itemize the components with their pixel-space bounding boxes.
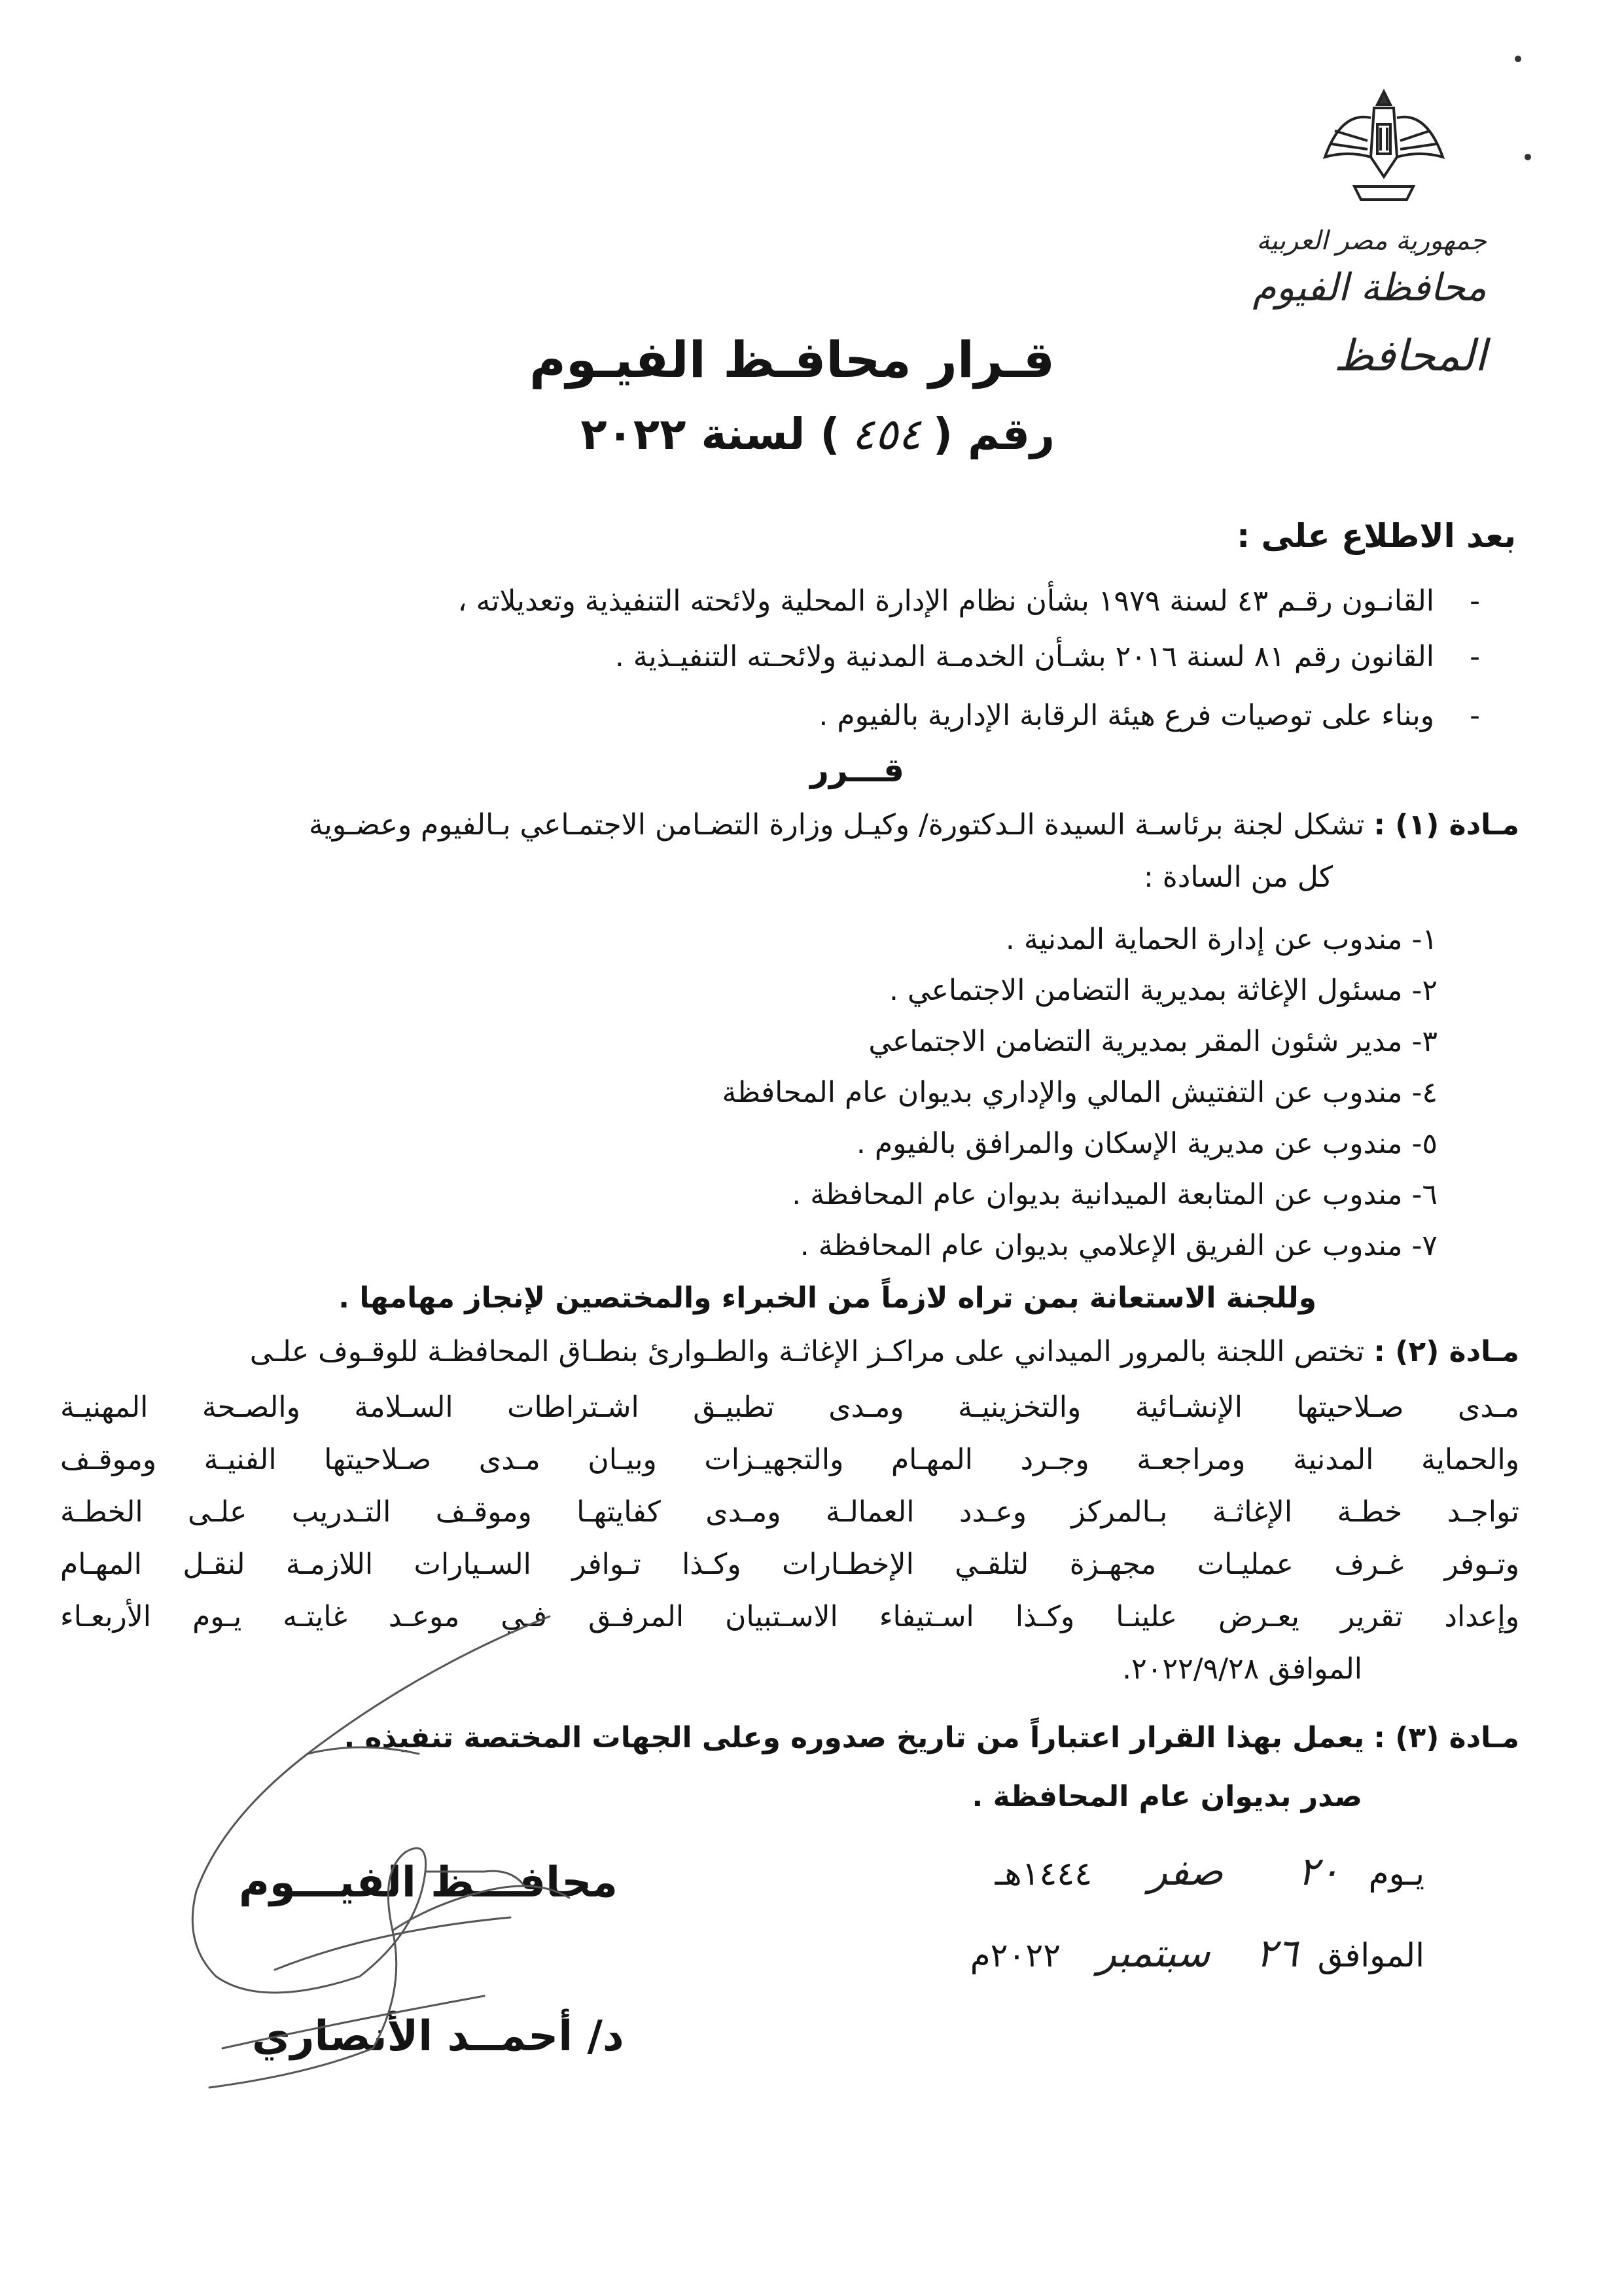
issued-statement: صدر بديوان عام المحافظة . xyxy=(972,1780,1362,1813)
article1-line2: كل من السادة : xyxy=(1143,861,1333,894)
signature-icon xyxy=(144,1590,733,2114)
date-hijri-day: ٢٠ xyxy=(1297,1849,1340,1895)
article2-text: تختص اللجنة بالمرور الميداني على مراكـز الإغاثـة والطـوارئ بنطـاق المحافظـة للوقـوف علـى xyxy=(249,1335,1365,1368)
decree-number xyxy=(580,409,1055,459)
eagle-emblem-icon xyxy=(1315,79,1453,209)
member-item: ٤- مندوب عن التفتيش المالي والإداري بديوان عام المحافظة xyxy=(722,1076,1438,1109)
article2-line: مـدى صـلاحيتها الإنشـائية والتخزينيـة ومـدى تطبيـق اشـتراطات السـلامة والصـحة المهنيـة xyxy=(60,1391,1519,1424)
letterhead-governor: المحافظ xyxy=(1333,330,1487,381)
article2-label: مـادة (٢) : xyxy=(1373,1335,1519,1368)
date-gregorian-year: ٢٠٢٢م xyxy=(970,1936,1061,1974)
date-gregorian-day: ٢٦ xyxy=(1256,1930,1298,1976)
article3-text: يعمل بهذا القرار اعتباراً من تاريخ صدوره وعلى الجهات المختصة تنفيذه . xyxy=(344,1721,1365,1754)
decision-heading: قـــرر xyxy=(810,751,904,789)
date-gregorian-month: سبتمبر xyxy=(1097,1930,1210,1976)
signatory-name: د/ أحمــد الأنصاري xyxy=(252,2012,624,2061)
article3-label: مـادة (٣) : xyxy=(1373,1721,1519,1754)
letterhead-governorate: محافظة الفيوم xyxy=(1252,265,1487,310)
signatory-title: محافـــظ الفيـــوم xyxy=(239,1859,618,1907)
member-item: ٥- مندوب عن مديرية الإسكان والمرافق بالفيوم . xyxy=(856,1127,1438,1160)
preamble-heading: بعد الاطلاع على : xyxy=(1237,517,1516,555)
date-hijri-prefix: يـوم xyxy=(1368,1855,1424,1893)
scan-dot xyxy=(1525,154,1531,160)
article2-line: والحماية المدنية ومراجعـة وجـرد المهـام والتجهيـزات وبيـان مـدى صـلاحيتها الفنيـة وموقـف xyxy=(60,1443,1519,1476)
preamble-item: -القانـون رقـم ٤٣ لسنة ١٩٧٩ بشأن نظام الإدارة المحلية ولائحته التنفيذية وتعديلاته ، xyxy=(457,584,1480,618)
scan-dot xyxy=(1515,56,1521,62)
decree-number-handwritten: ٤٥٤ xyxy=(851,409,921,459)
preamble-item: -القانون رقم ٨١ لسنة ٢٠١٦ بشـأن الخدمـة المدنية ولائحـته التنفيـذية . xyxy=(614,640,1480,673)
article1-line xyxy=(309,808,1519,842)
article1-label: مـادة (١) : xyxy=(1373,808,1519,842)
article2-line: الموافق ٢٠٢٢/٩/٢٨. xyxy=(1122,1652,1362,1686)
article1-closing: وللجنة الاستعانة بمن تراه لازماً من الخبراء والمختصين لإنجاز مهامها . xyxy=(338,1281,1316,1315)
member-item: ٣- مدير شئون المقر بمديرية التضامن الاجتماعي xyxy=(868,1025,1438,1058)
date-hijri xyxy=(995,1849,1424,1895)
member-item: ٦- مندوب عن المتابعة الميدانية بديوان عام المحافظة . xyxy=(792,1178,1438,1211)
member-item: ٢- مسئول الإغاثة بمديرية التضامن الاجتماعي . xyxy=(889,974,1438,1007)
decree-number-suffix: ) لسنة ٢٠٢٢ xyxy=(580,409,840,459)
preamble-item-text: القانون رقم ٨١ لسنة ٢٠١٦ بشـأن الخدمـة المدنية ولائحـته التنفيـذية . xyxy=(614,640,1434,673)
decree-number-prefix: رقم ( xyxy=(932,409,1055,459)
date-gregorian-prefix: الموافق xyxy=(1317,1936,1424,1974)
member-item: ١- مندوب عن إدارة الحماية المدنية . xyxy=(1005,923,1438,956)
decree-title: قـرار محافـظ الفيـوم xyxy=(529,330,1055,389)
article1-text: تشكل لجنة برئاسـة السيدة الـدكتورة/ وكيـل وزارة التضـامن الاجتمـاعي بـالفيوم وعضـوية xyxy=(308,808,1365,842)
preamble-item: -وبناء على توصيات فرع هيئة الرقابة الإدارية بالفيوم . xyxy=(819,699,1480,732)
member-item: ٧- مندوب عن الفريق الإعلامي بديوان عام المحافظة . xyxy=(800,1229,1438,1262)
article2-line xyxy=(250,1335,1519,1368)
article2-line: وإعداد تقرير يعـرض علينـا وكـذا اسـتيفاء الاسـتبيان المرفـق فـي موعـد غايتـه يـوم الأربعـاء xyxy=(60,1600,1519,1633)
date-gregorian xyxy=(970,1930,1424,1976)
article2-line: وتـوفر غـرف عمليـات مجهـزة لتلقـي الإخطـارات وكـذا تـوافر السـيارات اللازمـة لنقـل المهـام xyxy=(60,1548,1519,1581)
preamble-item-text: القانـون رقـم ٤٣ لسنة ١٩٧٩ بشأن نظام الإدارة المحلية ولائحته التنفيذية وتعديلاته ، xyxy=(457,584,1434,618)
letterhead-country: جمهورية مصر العربية xyxy=(1256,226,1487,256)
preamble-item-text: وبناء على توصيات فرع هيئة الرقابة الإدارية بالفيوم . xyxy=(819,699,1434,732)
date-hijri-year: ١٤٤٤هـ xyxy=(995,1855,1093,1893)
article2-line: تواجـد خطـة الإغاثـة بـالمركز وعـدد العمالـة ومـدى كفايتهـا وموقـف التـدريب علـى الخطـة xyxy=(60,1495,1519,1529)
date-hijri-month: صفر xyxy=(1148,1849,1224,1895)
